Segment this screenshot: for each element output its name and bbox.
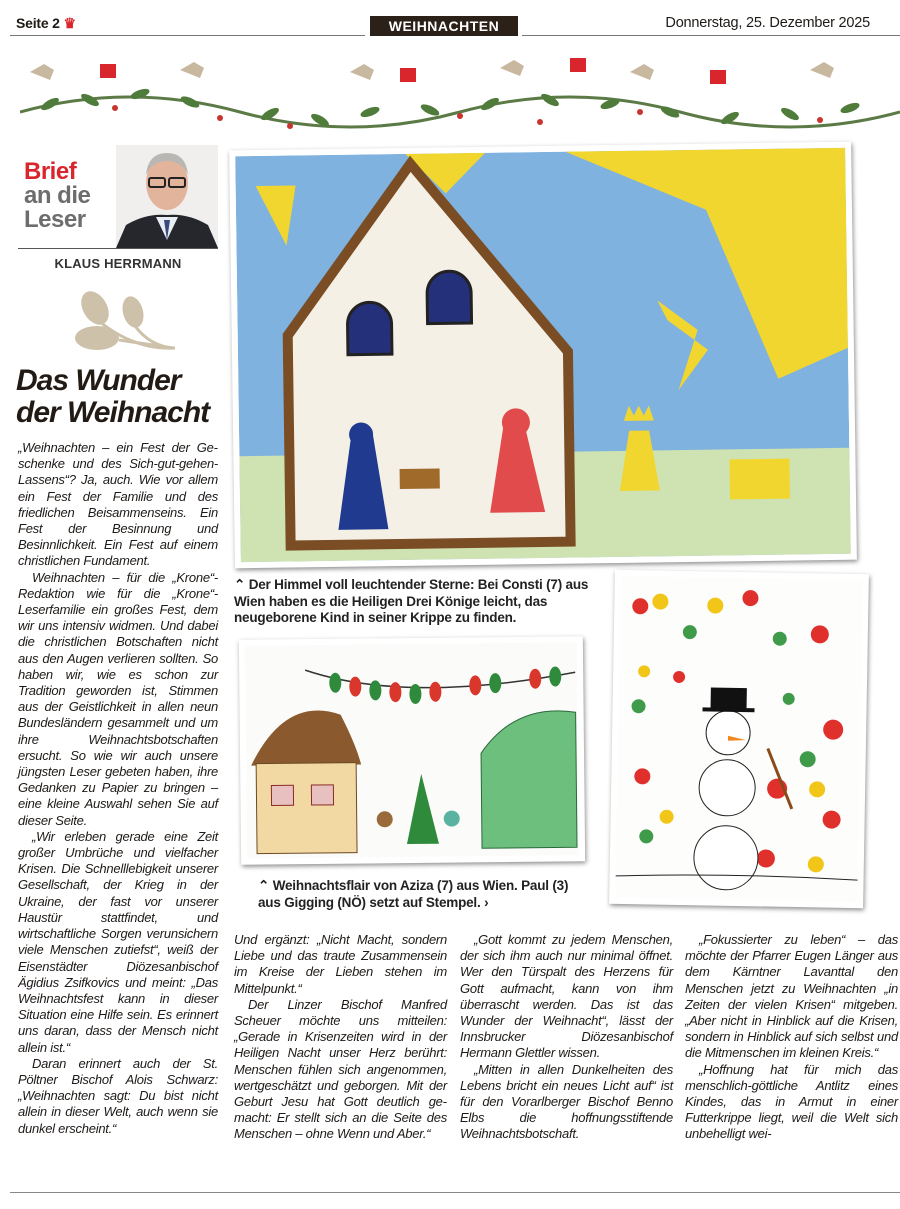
issue-date: Donnerstag, 25. Dezember 2025 [665,15,870,31]
arrow-right-icon: › [484,894,489,910]
headline-line1: Das Wunder [16,364,181,397]
headline-line2: der Weihnacht [16,396,210,429]
snowman-stamp-drawing [609,570,869,908]
caption-text: Weihnachtsflair von Aziza (7) aus Wien. Paul (3) aus Gigging (NÖ) setzt auf Stempel. [258,878,569,910]
page-number: Seite 2 ♛ [16,15,76,31]
paragraph: „Mitten in allen Dunkelheiten des Lebens bricht ein neues Licht auf“ ist für den Vorarlberger Bischof Benno Elbs die hoffnungsstiftende Weihnachtsbotschaft. [460,1061,673,1142]
paragraph: Und ergänzt: „Nicht Macht, sondern Liebe und das traute Zusammensein im Kreise der Lieben stehen im Mittelpunkt.“ [234,932,447,996]
headline [16,365,209,429]
column-logo [24,160,90,232]
caption-aziza-paul [258,878,588,911]
article-column-4 [685,932,898,1143]
rosehip-icon [55,280,180,355]
nativity-drawing [229,142,857,569]
paragraph: Daran erinnert auch der St. Pöltner Bischof Alois Schwarz: „Weihnachten sagt: Du bist nicht allein in dieser Welt, auch wenn sie dunkel erscheint.“ [18,1055,218,1136]
caption-nativity [234,577,606,627]
column-title-brief: Brief [24,158,77,185]
arrow-up-icon: ⌃ [258,878,270,893]
column-title-leser: Leser [24,206,86,233]
paragraph: „Wir erleben gerade eine Zeit großer Umbrüche und vielfacher Krisen. Die Schnelllebigkeit unserer Gesellschaft, der Krieg in der Ukraine, der fast vor unserer Haustür stattfindet, und wirtschaftliche Sorgen verunsichern viele Menschen zutiefst“, weiß der Eisenstädter Diözesanbischof Ägidius Zsifkovics und meint: „Das Weihnachtsfest kann in dieser Situation eine Hilfe sein. Es erinnert uns daran, dass der Mensch nicht allein ist.“ [18,828,218,1055]
paragraph: Der Linzer Bischof Manfred Scheuer möchte uns mitteilen: „Gerade in Krisenzeiten wird in der Heiligen Nacht unser Herz berührt: Menschen fühlen sich angenommen, wertgeschätzt und geborgen. Mit der Geburt Jesu hat Gott deutlich gemacht: Er stellt sich an die Seite des Menschen – ohne Wenn und Aber.“ [234,996,447,1142]
crown-icon: ♛ [63,15,76,31]
paragraph: Weihnachten – für die „Krone“-Redaktion wie für die „Krone“-Leserfamilie ein großes Fest, dem wir uns intensiv widmen. Und dabei die christlichen Botschaften nicht aus den Augen verlieren sollten. So haben wir, wie es schon zur Tradition geworden ist, Stimmen aus der Geistlichkeit in allen neun Bundesländern gesammelt und um ihre Weihnachtsbotschaften ersucht. So wie wir auch unsere jüngsten Leser gebeten haben, ihre Gedanken zu Papier zu bringen – eine kleine Auswahl sehen Sie auf dieser Seite. [18,569,218,828]
paragraph: „Weihnachten – ein Fest der Geschenke und des Sich-gut-gehen-Lassens“? Ja, auch. Wie vor allem ein Fest der Familie und des friedlichen Beisammenseins. Ein Fest der Besinnung und Besinnlichkeit. Ein Fest auf einem christlichen Fundament. [18,440,218,569]
article-column-3 [460,932,673,1143]
author-name: KLAUS HERRMANN [54,256,182,271]
column-title-an-die: an die [24,182,91,209]
arrow-up-icon: ⌃ [234,577,246,592]
article-column-2 [234,932,447,1143]
article-left-column [18,440,218,1137]
author-photo [116,145,218,248]
caption-text: Der Himmel voll leuchtender Sterne: Bei Consti (7) aus Wien haben es die Heiligen Drei Könige leicht, das neugeborene Kind in seiner Krippe zu finden. [234,577,589,625]
garland-decoration [20,42,900,142]
paragraph: „Hoffnung hat für mich das menschlich-göttliche Antlitz eines Kindes, das in Armut in einer Futterkrippe liegt, weil die Welt sich unbehelligt wei- [685,1061,898,1142]
section-label: WEIHNACHTEN [370,16,518,36]
paragraph: „Gott kommt zu jedem Menschen, der sich ihm auch nur minimal öffnet. Wer den Türspalt des Herzens für Gott aufmacht, kann von ihm überrascht werden. Das ist das Wunder der Weihnacht“, lässt der Innsbrucker Diözesanbischof Hermann Glettler wissen. [460,932,673,1061]
paragraph: „Fokussierter zu leben“ – das möchte der Pfarrer Eugen Länger aus dem Kärntner Lavanttal den Menschen jetzt zu Weihnachten „in Zeiten der vielen Krisen“ mitgeben. „Aber nicht in Hinblick auf die Krisen, sondern in Hinblick auf sich selbst und die Mitmenschen im kleinen Kreis.“ [685,932,898,1061]
aziza-drawing [239,636,585,865]
